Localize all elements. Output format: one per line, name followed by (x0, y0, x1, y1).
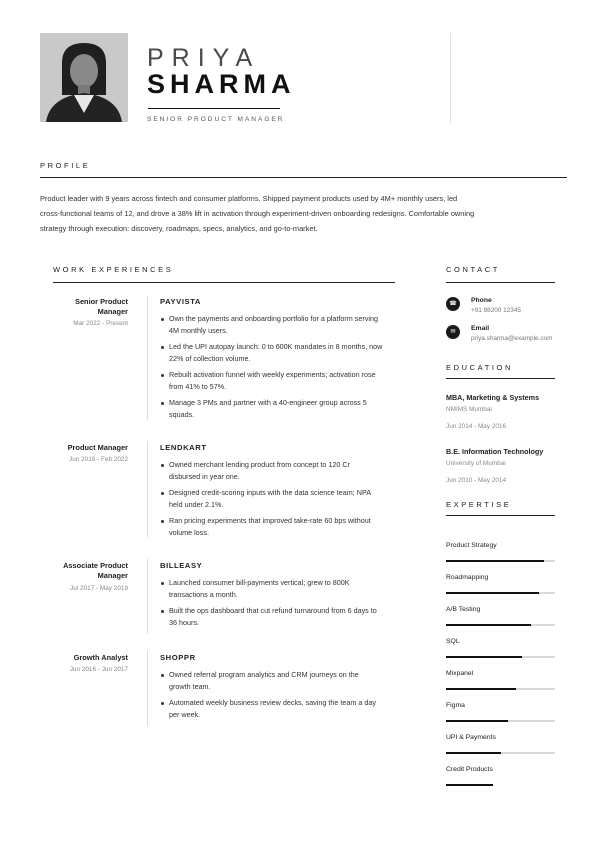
skill-bar (446, 624, 555, 626)
job-role-line: Associate Product (63, 561, 128, 570)
timeline-line (147, 296, 148, 420)
timeline-line (147, 441, 148, 537)
header-divider (450, 33, 451, 123)
email-value[interactable]: priya.sharma@example.com (471, 335, 553, 342)
profile-heading: PROFILE (40, 161, 91, 170)
job-dates: Jun 2019 - Feb 2022 (69, 456, 128, 463)
job-role-line: Manager (97, 307, 128, 316)
job-bullets (160, 577, 400, 633)
skill-fill (446, 720, 508, 722)
skill-fill (446, 688, 516, 690)
skill-name: Product Strategy (446, 542, 497, 549)
edu-degree: MBA, Marketing & Systems (446, 393, 540, 402)
skill-bar (446, 688, 555, 690)
work-heading: WORK EXPERIENCES (53, 265, 174, 274)
skill-fill (446, 752, 501, 754)
profile-line: cross-functional teams of 12, and drove a 38% lift in activation through experiment-driven onboarding redesigns. Comfortable owning (40, 209, 475, 218)
skill-fill (446, 784, 493, 786)
job-role-line: Senior Product (75, 297, 128, 306)
profile-photo (40, 33, 128, 122)
timeline-line (147, 651, 148, 726)
education-rule (446, 378, 555, 379)
job-bullets (160, 459, 400, 543)
timeline-line (147, 559, 148, 634)
contact-label: Phone (471, 297, 492, 304)
edu-degree: B.E. Information Technology (446, 447, 544, 456)
skill-name: Figma (446, 702, 465, 709)
bullet-item: Own the payments and onboarding portfolio for a platform serving 4M monthly users. (160, 313, 400, 337)
skill-bar (446, 656, 555, 658)
education-heading: EDUCATION (446, 363, 514, 372)
first-name: PRIYA (147, 44, 261, 72)
expertise-rule (446, 515, 555, 516)
contact-rule (446, 282, 555, 283)
profile-summary (40, 191, 510, 236)
edu-dates: Jun 2010 - May 2014 (446, 477, 507, 484)
expertise-heading: EXPERTISE (446, 500, 512, 509)
skill-bar (446, 752, 555, 754)
skill-name: A/B Testing (446, 606, 481, 613)
company-name: PAYVISTA (160, 297, 201, 306)
profile-line: Product leader with 9 years across fintech and consumer platforms. Shipped payment products used by 4M+ monthly users, led (40, 194, 458, 203)
skill-name: Credit Products (446, 766, 493, 773)
job-title: SENIOR PRODUCT MANAGER (147, 116, 285, 123)
job-role-line: Manager (97, 571, 128, 580)
skill-bar (446, 784, 555, 786)
job-dates: Mar 2022 - Present (73, 320, 128, 327)
skill-name: Mixpanel (446, 670, 474, 677)
skill-name: Roadmapping (446, 574, 489, 581)
job-role-line: Growth Analyst (73, 653, 128, 662)
email-icon: ✉ (446, 325, 460, 339)
phone-icon: ☎ (446, 297, 460, 311)
phone-value[interactable]: +91 98200 12345 (471, 307, 521, 314)
last-name: SHARMA (147, 69, 296, 99)
bullet-item: Built the ops dashboard that cut refund turnaround from 6 days to 36 hours. (160, 605, 400, 629)
company-name: SHOPPR (160, 653, 196, 662)
job-dates: Jul 2017 - May 2019 (70, 585, 128, 592)
bullet-item: Led the UPI autopay launch: 0 to 600K mandates in 8 months, now 22% of collection volume. (160, 341, 400, 365)
skill-fill (446, 656, 522, 658)
job-role (38, 297, 128, 317)
skill-name: SQL (446, 638, 460, 645)
edu-school: NMIMS Mumbai (446, 406, 492, 413)
work-rule (53, 282, 395, 283)
job-bullets (160, 669, 400, 725)
bullet-item: Owned referral program analytics and CRM journeys on the growth team. (160, 669, 400, 693)
name-underline (148, 108, 280, 109)
job-dates: Jun 2016 - Jun 2017 (69, 666, 128, 673)
job-role-line: Product Manager (67, 443, 128, 452)
edu-dates: Jun 2014 - May 2016 (446, 423, 507, 430)
edu-school: University of Mumbai (446, 460, 506, 467)
bullet-item: Manage 3 PMs and partner with a 40-engineer group across 5 squads. (160, 397, 400, 421)
profile-line: strategy through execution: discovery, roadmaps, specs, analytics, and go-to-market. (40, 224, 318, 233)
skill-bar (446, 720, 555, 722)
bullet-item: Owned merchant lending product from concept to 120 Cr disbursed in year one. (160, 459, 400, 483)
company-name: LENDKART (160, 443, 207, 452)
skill-fill (446, 560, 544, 562)
skill-bar (446, 592, 555, 594)
job-role (38, 561, 128, 581)
company-name: BILLEASY (160, 561, 203, 570)
skill-bar (446, 560, 555, 562)
profile-rule (40, 177, 567, 178)
contact-heading: CONTACT (446, 265, 500, 274)
bullet-item: Automated weekly business review decks, saving the team a day per week. (160, 697, 400, 721)
skill-fill (446, 624, 531, 626)
skill-fill (446, 592, 539, 594)
bullet-item: Rebuilt activation funnel with weekly experiments; activation rose from 41% to 57%. (160, 369, 400, 393)
contact-label: Email (471, 325, 490, 332)
job-role (38, 443, 128, 453)
job-role (38, 653, 128, 663)
bullet-item: Ran pricing experiments that improved take-rate 60 bps without volume loss. (160, 515, 400, 539)
bullet-item: Launched consumer bill-payments vertical; grew to 800K transactions a month. (160, 577, 400, 601)
skill-name: UPI & Payments (446, 734, 496, 741)
job-bullets (160, 313, 400, 425)
bullet-item: Designed credit-scoring inputs with the data science team; NPA held under 2.1%. (160, 487, 400, 511)
